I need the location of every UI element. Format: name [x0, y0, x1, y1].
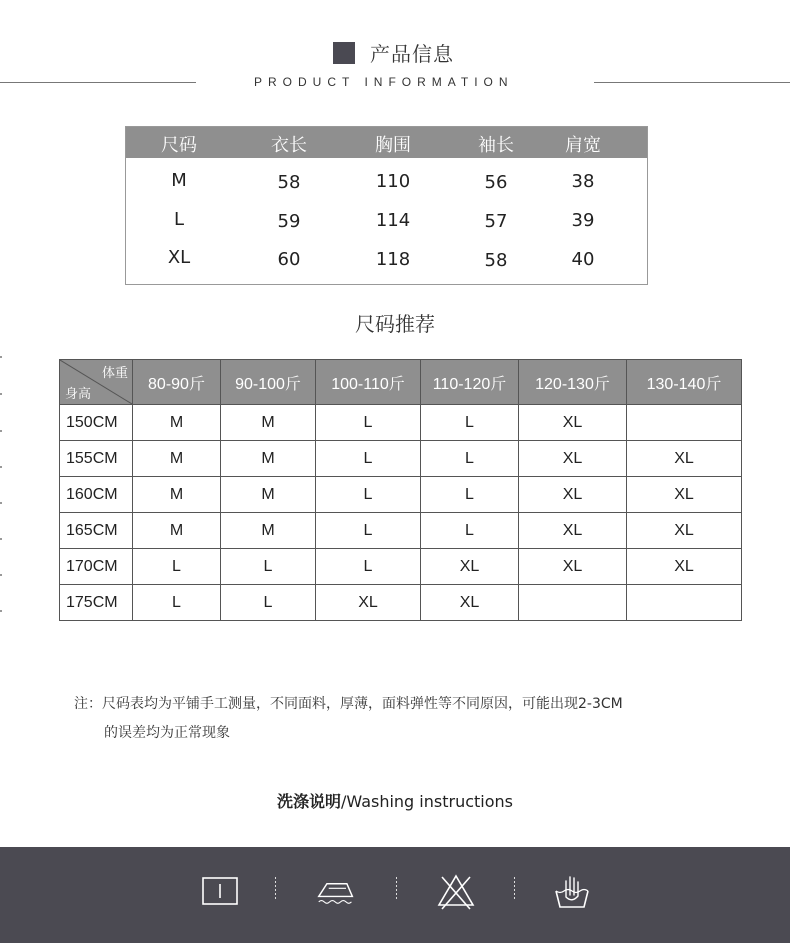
table-cell: 40	[571, 249, 595, 270]
size-cell: M	[133, 477, 221, 513]
size-cell: XL	[519, 549, 627, 585]
recommend-title: 尺码推荐	[355, 312, 435, 336]
table-cell: 60	[277, 249, 301, 270]
table-cell: 110	[375, 171, 411, 192]
size-cell: L	[133, 585, 221, 621]
separator	[514, 877, 515, 899]
weight-header: 130-140斤	[627, 360, 742, 405]
edge-dots	[0, 350, 3, 630]
size-cell: XL	[519, 477, 627, 513]
height-cell: 170CM	[60, 549, 133, 585]
size-cell: M	[221, 441, 316, 477]
table-cell: 58	[484, 250, 508, 271]
table-cell: 39	[571, 210, 595, 231]
size-cell: L	[221, 549, 316, 585]
size-cell: L	[221, 585, 316, 621]
table-row	[126, 205, 647, 243]
col-header: 胸围	[375, 135, 411, 156]
separator	[275, 877, 276, 899]
hand-wash-icon	[552, 871, 592, 911]
line-dry-icon	[200, 871, 240, 911]
size-cell: L	[421, 441, 519, 477]
care-icons-bar	[0, 847, 790, 943]
col-header: 尺码	[161, 135, 197, 156]
product-table-header	[126, 127, 647, 158]
table-row	[126, 166, 647, 204]
divider-right	[594, 82, 790, 83]
table-cell: 118	[375, 249, 411, 270]
size-cell: L	[316, 513, 421, 549]
washing-title	[0, 789, 790, 812]
iron-icon	[316, 871, 356, 911]
weight-header: 90-100斤	[221, 360, 316, 405]
col-header: 肩宽	[565, 135, 601, 156]
size-cell: XL	[316, 585, 421, 621]
corner-cell	[60, 360, 133, 405]
table-row	[60, 405, 742, 441]
table-cell: 59	[277, 211, 301, 232]
size-cell	[519, 585, 627, 621]
table-cell: 57	[484, 211, 508, 232]
table-row	[60, 513, 742, 549]
size-cell: XL	[627, 513, 742, 549]
weight-header: 80-90斤	[133, 360, 221, 405]
table-row	[60, 549, 742, 585]
size-cell: L	[133, 549, 221, 585]
size-cell: M	[133, 405, 221, 441]
height-cell: 165CM	[60, 513, 133, 549]
size-cell: M	[221, 477, 316, 513]
height-cell: 155CM	[60, 441, 133, 477]
table-cell: 58	[277, 172, 301, 193]
size-cell: XL	[421, 585, 519, 621]
height-cell: 175CM	[60, 585, 133, 621]
washing-title-cn: 洗涤说明	[276, 792, 341, 811]
size-cell: L	[421, 477, 519, 513]
col-header: 衣长	[271, 135, 307, 156]
size-cell: M	[221, 405, 316, 441]
size-cell: L	[421, 513, 519, 549]
height-cell: 150CM	[60, 405, 133, 441]
measurement-note	[74, 690, 623, 748]
divider-left	[0, 82, 196, 83]
size-cell: XL	[421, 549, 519, 585]
table-cell: 114	[375, 210, 411, 231]
table-header-row	[60, 360, 742, 405]
table-cell: M	[171, 170, 187, 191]
table-cell: L	[173, 209, 185, 230]
col-header: 袖长	[478, 135, 514, 156]
table-cell: 38	[571, 171, 595, 192]
table-row	[60, 477, 742, 513]
table-cell: 56	[484, 172, 508, 193]
table-row	[60, 441, 742, 477]
table-row	[60, 585, 742, 621]
size-cell: XL	[627, 477, 742, 513]
size-cell: L	[316, 549, 421, 585]
size-cell: M	[221, 513, 316, 549]
size-cell: L	[316, 405, 421, 441]
separator	[396, 877, 397, 899]
size-cell: XL	[519, 405, 627, 441]
weight-header: 120-130斤	[519, 360, 627, 405]
page-subtitle: PRODUCT INFORMATION	[254, 75, 514, 89]
height-cell: 160CM	[60, 477, 133, 513]
washing-title-en: /Washing instructions	[341, 792, 513, 811]
no-bleach-icon	[436, 871, 476, 911]
weight-header: 110-120斤	[421, 360, 519, 405]
size-cell: XL	[627, 549, 742, 585]
table-row	[126, 243, 647, 281]
title-square-icon	[333, 42, 355, 64]
note-line-2: 的误差均为正常现象	[104, 725, 230, 741]
size-cell	[627, 405, 742, 441]
page-title: 产品信息	[370, 42, 454, 66]
size-cell: XL	[519, 441, 627, 477]
size-cell: XL	[627, 441, 742, 477]
size-cell	[627, 585, 742, 621]
height-label: 身高	[65, 386, 92, 401]
size-cell: M	[133, 513, 221, 549]
product-size-table	[125, 126, 648, 285]
size-cell: L	[316, 477, 421, 513]
size-cell: M	[133, 441, 221, 477]
size-cell: L	[316, 441, 421, 477]
size-cell: L	[421, 405, 519, 441]
weight-header: 100-110斤	[316, 360, 421, 405]
size-cell: XL	[519, 513, 627, 549]
table-cell: XL	[167, 247, 191, 268]
size-recommend-table	[59, 359, 742, 621]
weight-label: 体重	[101, 365, 128, 380]
note-line-1: 注：尺码表均为平铺手工测量，不同面料，厚薄，面料弹性等不同原因，可能出现2-3CM	[74, 696, 623, 712]
